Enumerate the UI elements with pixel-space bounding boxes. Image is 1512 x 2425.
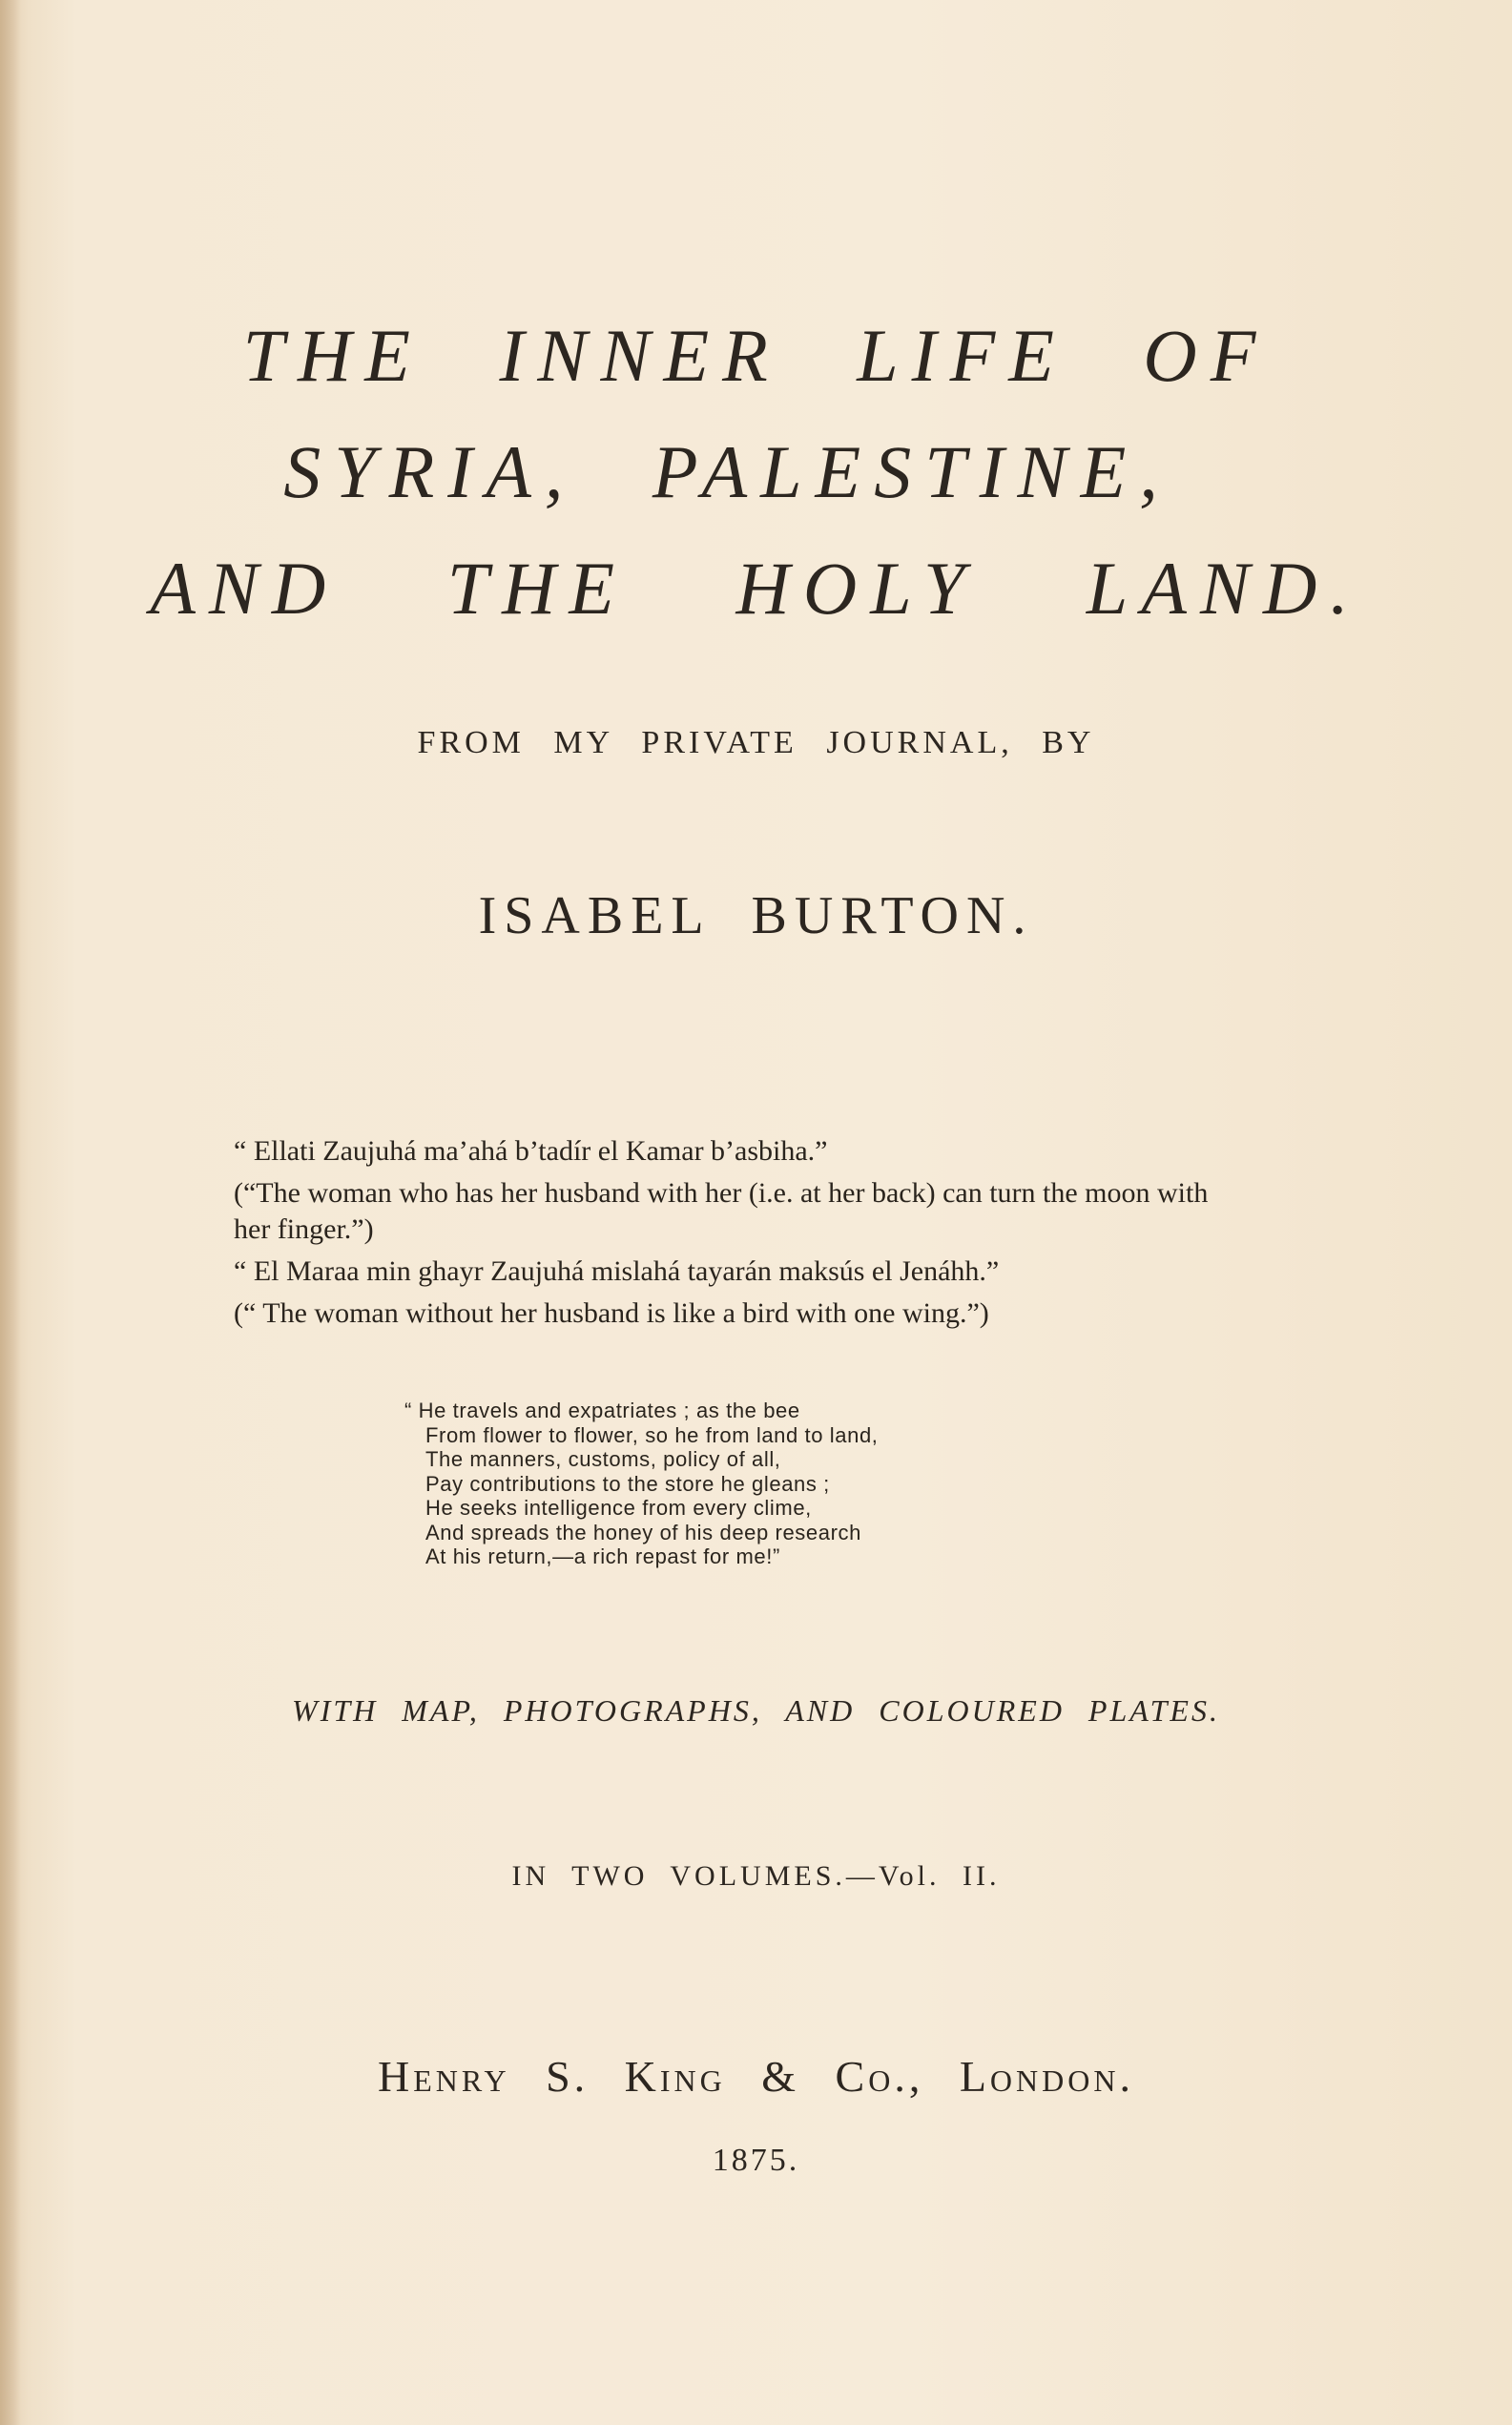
proverb-2-translation: (“ The woman without her husband is like a bird with one wing.”) [234, 1297, 989, 1329]
proverb-2: “ El Maraa min ghayr Zaujuhá mislahá tayarán maksús el Jenáhh.” [234, 1255, 1000, 1287]
publication-year: 1875. [712, 2143, 800, 2178]
subtitle: FROM MY PRIVATE JOURNAL, BY [417, 725, 1095, 760]
verse-line: At his return,—a rich repast for me!” [425, 1544, 780, 1568]
verse-line: He seeks intelligence from every clime, [425, 1496, 812, 1520]
verse-epigraph [401, 1399, 1011, 1569]
book-title-line-3: AND THE HOLY LAND. [150, 547, 1362, 630]
verse-line: “ He travels and expatriates ; as the bee [404, 1399, 800, 1422]
verse-line: From flower to flower, so he from land to land, [425, 1422, 879, 1447]
verse-line: And spreads the honey of his deep research [425, 1520, 861, 1544]
book-title-line-1: THE INNER LIFE OF [242, 314, 1270, 397]
book-title-line-2: SYRIA, PALESTINE, [283, 430, 1171, 513]
verse-line: Pay contributions to the store he gleans ; [425, 1471, 830, 1496]
volume-note: IN TWO VOLUMES.—Vol. II. [511, 1860, 1001, 1892]
proverb-1: “ Ellati Zaujuhá ma’ahá b’tadír el Kamar b’asbiha.” [234, 1135, 828, 1167]
proverbs-block [181, 1133, 1240, 1332]
publisher: Henry S. King & Co., London. [378, 2052, 1134, 2101]
illustrations-note: WITH MAP, PHOTOGRAPHS, AND COLOURED PLATES. [292, 1693, 1220, 1728]
proverb-1-translation: (“The woman who has her husband with her (i.e. at her back) can turn the moon with her finger.”) [234, 1177, 1209, 1245]
verse-line: The manners, customs, policy of all, [425, 1447, 781, 1471]
author-name: ISABEL BURTON. [478, 886, 1034, 945]
